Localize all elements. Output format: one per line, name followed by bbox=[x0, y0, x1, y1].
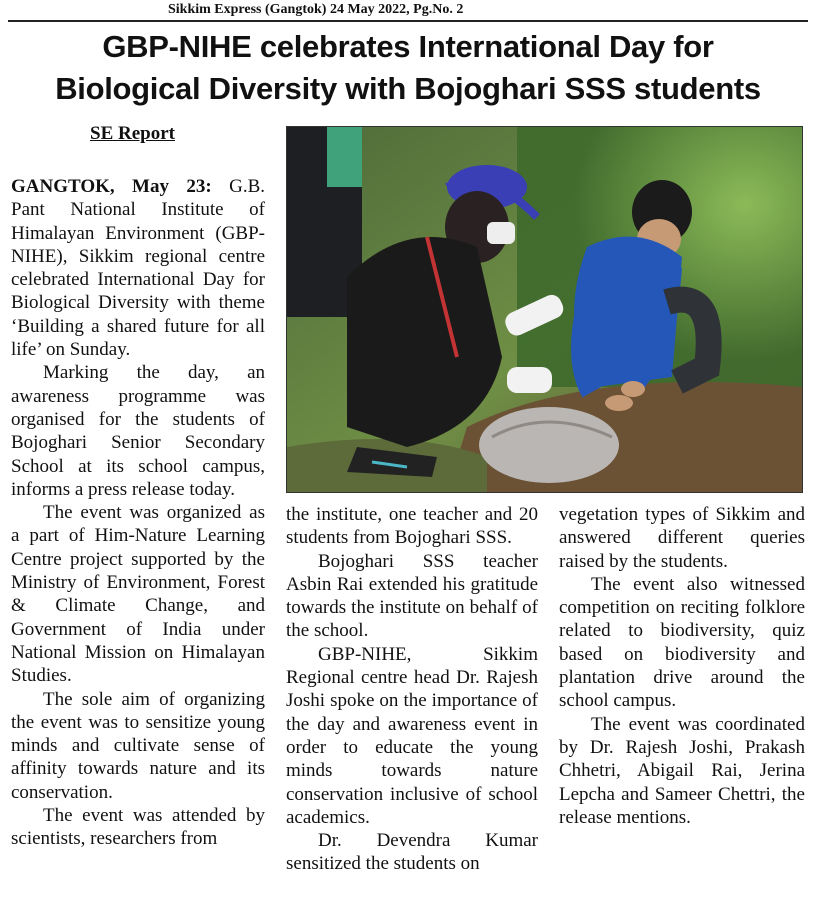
masthead-rule bbox=[8, 20, 808, 22]
paragraph-6: Bojoghari SSS teacher Asbin Rai extended his gratitude towards the institute on behalf of the school. bbox=[286, 550, 538, 642]
paragraph-5-continued: the institute, one teacher and 20 students from Bojoghari SSS. bbox=[286, 504, 538, 549]
paragraph-4: The sole aim of organizing the event was to sensitize young minds and cultivate sense of affinity towards nature and its conservation. bbox=[11, 688, 265, 803]
paragraph-3: The event was organized as a part of Him-Nature Learning Centre project supported by the Ministry of Environment, Forest & Climate Change, and Government of India under National Mission on Himalayan Studies. bbox=[11, 502, 265, 687]
paragraph-1 bbox=[11, 175, 265, 361]
article-column-3 bbox=[559, 503, 805, 829]
headline-line-1: GBP-NIHE celebrates International Day for bbox=[102, 29, 714, 64]
headline-line-2: Biological Diversity with Bojoghari SSS students bbox=[55, 71, 761, 106]
article-column-1 bbox=[11, 175, 265, 851]
masthead bbox=[0, 0, 816, 20]
paragraph-1-text: G.B. Pant National Institute of Himalayan Environment (GBP-NIHE), Sikkim regional centre celebrated International Day for Biological Diversity with theme ‘Building a shared future for all life’ on Sunday. bbox=[11, 176, 265, 361]
paragraph-10: The event was coordinated by Dr. Rajesh Joshi, Prakash Chhetri, Abigail Rai, Jerina Lepcha and Sameer Chettri, the release mentions. bbox=[559, 713, 805, 828]
photo-illustration bbox=[287, 127, 802, 492]
masthead-text: Sikkim Express (Gangtok) 24 May 2022, Pg.No. 2 bbox=[168, 2, 464, 17]
paragraph-5: The event was attended by scientists, researchers from bbox=[11, 805, 265, 850]
dateline: GANGTOK, May 23: bbox=[11, 176, 212, 197]
paragraph-8: Dr. Devendra Kumar sensitized the students on bbox=[286, 830, 538, 875]
news-photo bbox=[286, 126, 803, 493]
paragraph-9: The event also witnessed competition on reciting folklore related to biodiversity, quiz based on biodiversity and plantation drive around the school campus. bbox=[559, 573, 805, 712]
headline bbox=[0, 26, 816, 110]
paragraph-8-continued: vegetation types of Sikkim and answered different queries raised by the students. bbox=[559, 504, 805, 572]
byline: SE Report bbox=[90, 123, 175, 144]
article-column-2 bbox=[286, 503, 538, 876]
paragraph-7: GBP-NIHE, Sikkim Regional centre head Dr. Rajesh Joshi spoke on the importance of the day and awareness event in order to educate the young minds towards nature conservation inclusive of school academics. bbox=[286, 643, 538, 828]
paragraph-2: Marking the day, an awareness programme was organised for the students of Bojoghari Senior Secondary School at its school campus, informs a press release today. bbox=[11, 362, 265, 500]
